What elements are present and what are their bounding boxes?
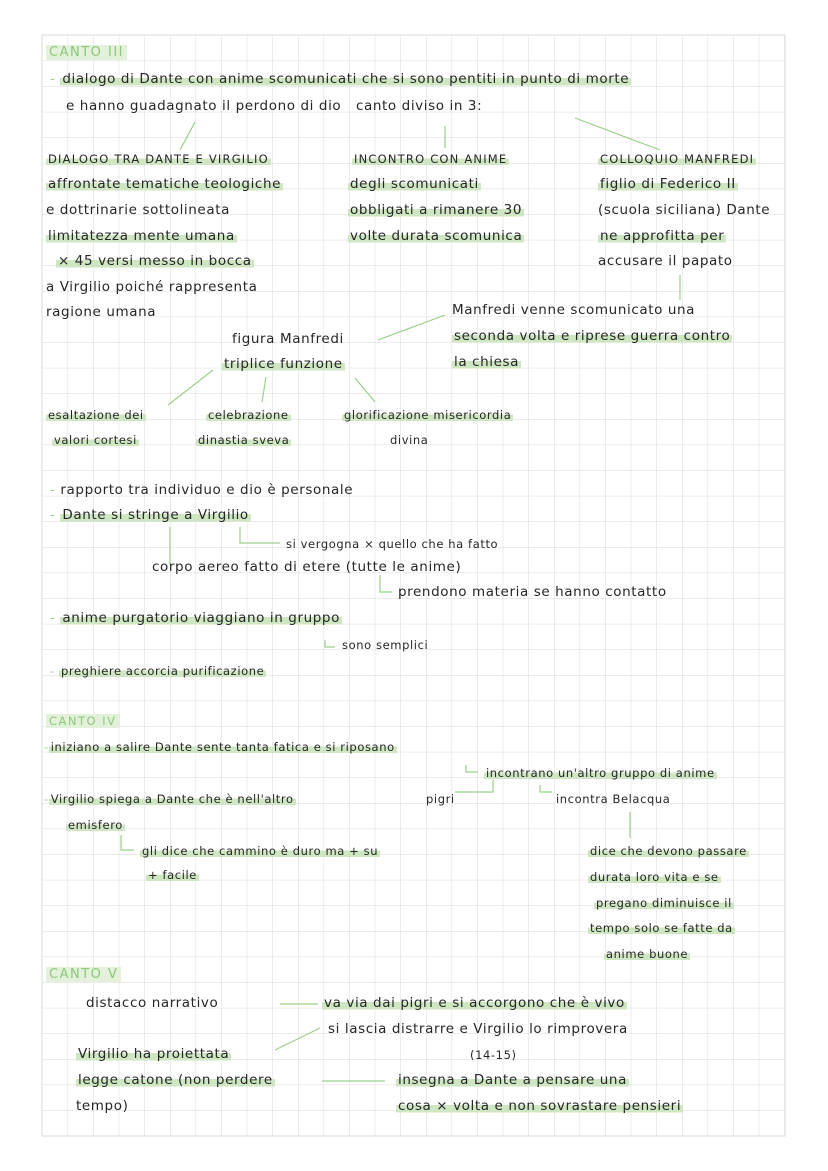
figura-branch-1: valori cortesi [54,433,137,447]
figura-branch-2: celebrazione [208,408,289,422]
note-si-lascia: si lascia distrarre e Virgilio lo rimprovera [328,1021,628,1037]
bullet-rapporto: - rapporto tra individuo e dio è personale [50,482,354,498]
col3-line: ne approfitta per [600,228,725,244]
col1-line: × 45 versi messo in bocca [58,253,252,269]
col1-line: ragione umana [46,304,157,320]
bullet-preghiere: - preghiere accorcia purificazione [50,664,265,678]
col3-line: accusare il papato [598,253,733,269]
manfredi-note-line: seconda volta e riprese guerra contro [454,328,731,344]
note-emisfero: emisfero [68,818,123,832]
note-insegna-2: cosa × volta e non sovrastare pensieri [398,1098,682,1114]
col3-line: figlio di Federico II [600,176,736,192]
figura-branch-1: esaltazione dei [48,408,144,422]
belacqua-note-line: tempo solo se fatte da [590,921,733,935]
canto-4-virgilio-spiega: - Virgilio spiega a Dante che è nell'altro [44,792,294,806]
canto-4-heading: CANTO IV [46,712,120,730]
figura-branch-3: glorificazione misericordia [344,408,512,422]
col3-line: (scuola siciliana) Dante [598,202,771,218]
canto-division-note: canto diviso in 3: [355,98,483,114]
col3-title: COLLOQUIO MANFREDI [600,152,755,166]
note-vergogna: si vergogna × quello che ha fatto [286,537,499,551]
note-prendono-materia: prendono materia se hanno contatto [398,584,667,600]
belacqua-note-line: dice che devono passare [590,844,747,858]
note-versi: (14-15) [470,1048,517,1062]
canto-5-heading: CANTO V [46,966,121,984]
note-incontra-belacqua: incontra Belacqua [556,792,671,806]
note-virgilio-proietta: Virgilio ha proiettata [78,1046,230,1062]
col1-line: e dottrinarie sottolineata [46,202,230,218]
bullet-dante-stringe: - Dante si stringe a Virgilio [50,507,249,523]
canto-3-heading: CANTO III [46,44,127,62]
figura-manfredi-subtitle: triplice funzione [224,356,343,372]
bullet-dash: - [50,71,56,87]
note-piu-facile: + facile [148,868,197,882]
belacqua-note-line: pregano diminuisce il [596,896,732,910]
canto-3-intro-line-1: - dialogo di Dante con anime scomunicati che si sono pentiti in punto di morte [50,71,630,87]
manfredi-note-line: Manfredi venne scomunicato una [452,302,696,318]
col1-line: a Virgilio poiché rappresenta [46,279,258,295]
col2-title: INCONTRO CON ANIME [354,152,508,166]
note-corpo-aereo: corpo aereo fatto di etere (tutte le anime) [152,559,462,575]
figura-branch-2: dinastia sveva [198,433,290,447]
note-va-via: va via dai pigri e si accorgono che è vivo [324,995,625,1011]
note-legge-catone: legge catone (non perdere [78,1072,273,1088]
canto-3-intro-line-2: e hanno guadagnato il perdono di dio canto diviso in 3: [66,98,483,114]
note-tempo: tempo) [76,1098,129,1114]
note-distacco-narrativo: distacco narrativo [86,995,219,1011]
bullet-anime-gruppo: - anime purgatorio viaggiano in gruppo [50,610,340,626]
figura-manfredi-title: figura Manfredi [232,331,344,347]
col1-line: limitatezza mente umana [48,228,235,244]
note-insegna-1: insegna a Dante a pensare una [398,1072,627,1088]
note-gli-dice: gli dice che cammino è duro ma + su [142,844,379,858]
note-sono-semplici: sono semplici [342,638,429,652]
col1-title: DIALOGO TRA DANTE E VIRGILIO [48,152,269,166]
col2-line: obbligati a rimanere 30 [350,202,523,218]
note-incontrano: incontrano un'altro gruppo di anime [486,766,715,780]
manfredi-note-line: la chiesa [454,354,520,370]
col2-line: volte durata scomunica [350,228,523,244]
belacqua-note-line: durata loro vita e se [590,870,719,884]
belacqua-note-line: anime buone [606,947,689,961]
note-pigri: pigri [426,792,455,806]
figura-branch-3: divina [390,433,429,447]
col1-line: affrontate tematiche teologiche [48,176,282,192]
col2-line: degli scomunicati [350,176,479,192]
canto-4-line-1: - iniziano a salire Dante sente tanta fatica e si riposano [44,740,395,754]
